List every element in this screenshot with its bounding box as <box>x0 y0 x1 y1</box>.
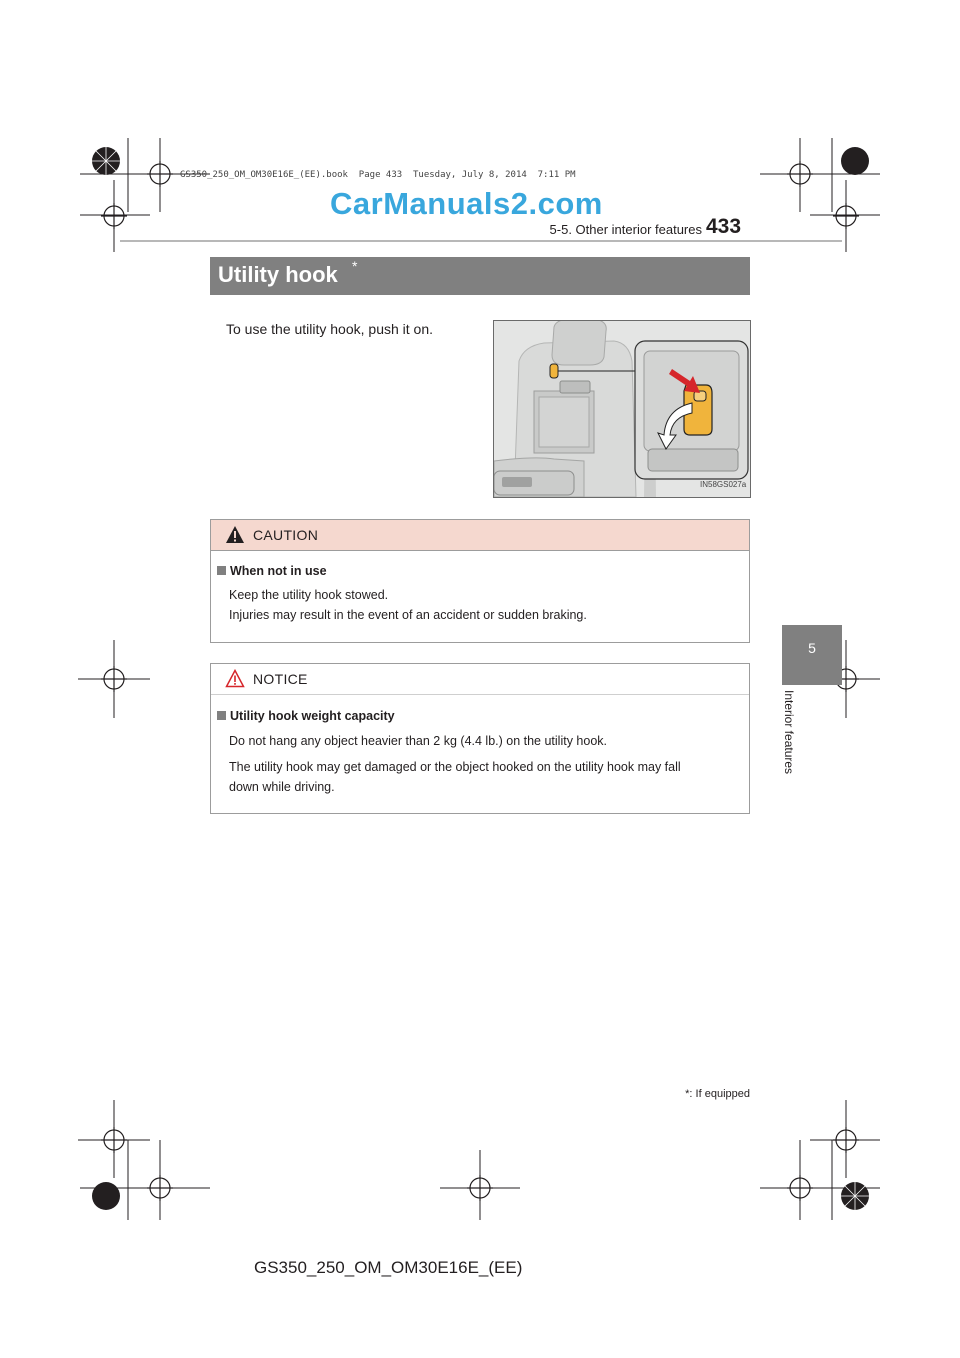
header-divider <box>120 240 842 242</box>
caution-line: Injuries may result in the event of an accident or sudden braking. <box>229 608 587 622</box>
caution-header <box>211 520 749 551</box>
bullet-square-icon <box>217 566 226 575</box>
title-asterisk: * <box>352 258 358 274</box>
utility-hook-figure <box>493 320 751 498</box>
chapter-label <box>782 690 802 800</box>
caution-subheading: When not in use <box>217 564 327 578</box>
caution-label: CAUTION <box>253 527 319 543</box>
figure-code: IN58GS027a <box>700 480 747 489</box>
notice-triangle-icon <box>225 669 245 688</box>
notice-line: Do not hang any object heavier than 2 kg (4.4 lb.) on the utility hook. <box>229 734 608 748</box>
document-code: GS350_250_OM_OM30E16E_(EE) <box>254 1258 523 1277</box>
notice-line: down while driving. <box>229 780 335 794</box>
chapter-number: 5 <box>808 640 816 656</box>
notice-subheading: Utility hook weight capacity <box>217 709 395 723</box>
footnote: *: If equipped <box>685 1088 750 1100</box>
book-file-line: GS350_250_OM_OM30E16E_(EE).book Page 433 Tuesday, July 8, 2014 7:11 PM <box>180 170 576 180</box>
notice-box <box>210 663 750 814</box>
notice-label: NOTICE <box>253 671 308 687</box>
section-title: 5-5. Other interior features <box>549 222 702 237</box>
utility-hook-illustration <box>494 321 750 497</box>
bullet-square-icon <box>217 711 226 720</box>
caution-line: Keep the utility hook stowed. <box>229 588 389 602</box>
caution-box <box>210 519 750 643</box>
intro-text: To use the utility hook, push it on. <box>226 321 434 337</box>
notice-header <box>211 664 749 695</box>
warning-triangle-icon <box>225 525 245 544</box>
watermark-logo: CarManuals2.com <box>330 186 603 221</box>
chapter-label-text: Interior features <box>782 690 796 775</box>
notice-line: The utility hook may get damaged or the object hooked on the utility hook may fall <box>229 760 681 774</box>
page-number: 433 <box>706 215 742 238</box>
page-title: Utility hook <box>218 262 338 287</box>
